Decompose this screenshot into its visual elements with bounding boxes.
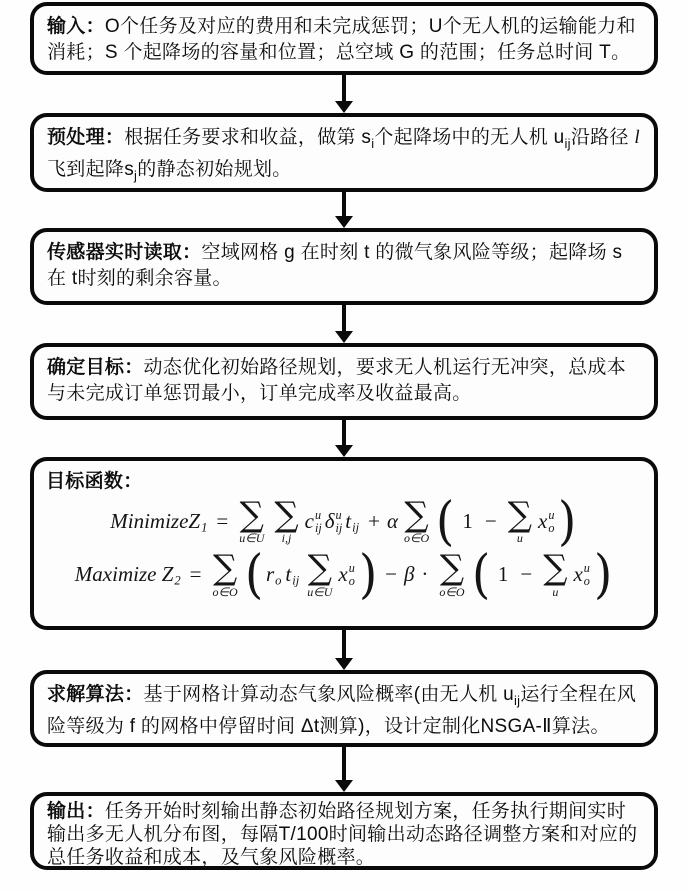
flow-arrow: [334, 192, 354, 228]
solver-text: 求解算法：基于网格计算动态气象风险概率(由无人机 $u_{ij}$运行全程在风险等级为 f 的网格中停留时间 Δt测算)，设计定制化NSGA-Ⅱ算法。: [47, 684, 637, 737]
flow-arrow: [334, 420, 354, 457]
flow-arrow: [334, 75, 354, 113]
flow-arrow: [334, 630, 354, 670]
arrow-head-icon: [335, 658, 353, 670]
arrow-shaft: [342, 305, 346, 333]
arrow-head-icon: [335, 101, 353, 113]
arrow-head-icon: [335, 780, 353, 792]
arrow-shaft: [342, 747, 346, 782]
flow-box-output: [30, 792, 658, 870]
formula-maximize-z2: Maximize Z 2 = ∑ o∈O ( r o t ij ∑ u∈U x u o ) − β · ∑ o∈O ( 1 − ∑ u x u o ): [74, 544, 613, 605]
flow-box-objective-setting: [30, 343, 658, 420]
objective-function-header: 目标函数：: [46, 471, 143, 492]
flow-box-preprocess: [30, 113, 658, 192]
flow-arrow: [334, 747, 354, 792]
flow-arrow: [334, 305, 354, 343]
objective-setting-text: 确定目标：动态优化初始路径规划，要求无人机运行无冲突，总成本与未完成订单惩罚最小，订单完成率及收益最高。: [47, 357, 627, 404]
flow-box-sensor-read: [30, 228, 658, 305]
flow-box-input: [30, 2, 658, 75]
arrow-head-icon: [335, 216, 353, 228]
arrow-shaft: [342, 420, 346, 447]
arrow-shaft: [342, 630, 346, 660]
output-text: 输出：任务开始时刻输出静态初始路径规划方案，任务执行期间实时输出多无人机分布图，每隔T/100时间输出动态路径调整方案和对应的总任务收益和成本，及气象风险概率。: [47, 801, 638, 868]
arrow-shaft: [342, 192, 346, 218]
sensor-text: 传感器实时读取：空域网格 g 在时刻 t 的微气象风险等级；起降场 s 在 t时刻的剩余容量。: [47, 242, 623, 289]
flow-box-solver: [30, 670, 658, 747]
preprocess-text: 预处理：根据任务要求和收益，做第 $s_i$个起降场中的无人机 $u_{ij}$沿路径 l飞到起降$s_j$的静态初始规划。: [47, 127, 640, 183]
arrow-head-icon: [335, 445, 353, 457]
flow-box-objective-function: [30, 457, 658, 630]
arrow-shaft: [342, 75, 346, 103]
input-text: 输入：O个任务及对应的费用和未完成惩罚；U个无人机的运输能力和消耗；S 个起降场的容量和位置；总空域 G 的范围；任务总时间 T。: [47, 16, 636, 63]
formula-minimize-z1: MinimizeZ 1 = ∑ u∈U ∑ i,j c u ij δ u ij t ij + α ∑ o∈O ( 1 − ∑ u x u o ): [110, 491, 577, 552]
arrow-head-icon: [335, 331, 353, 343]
